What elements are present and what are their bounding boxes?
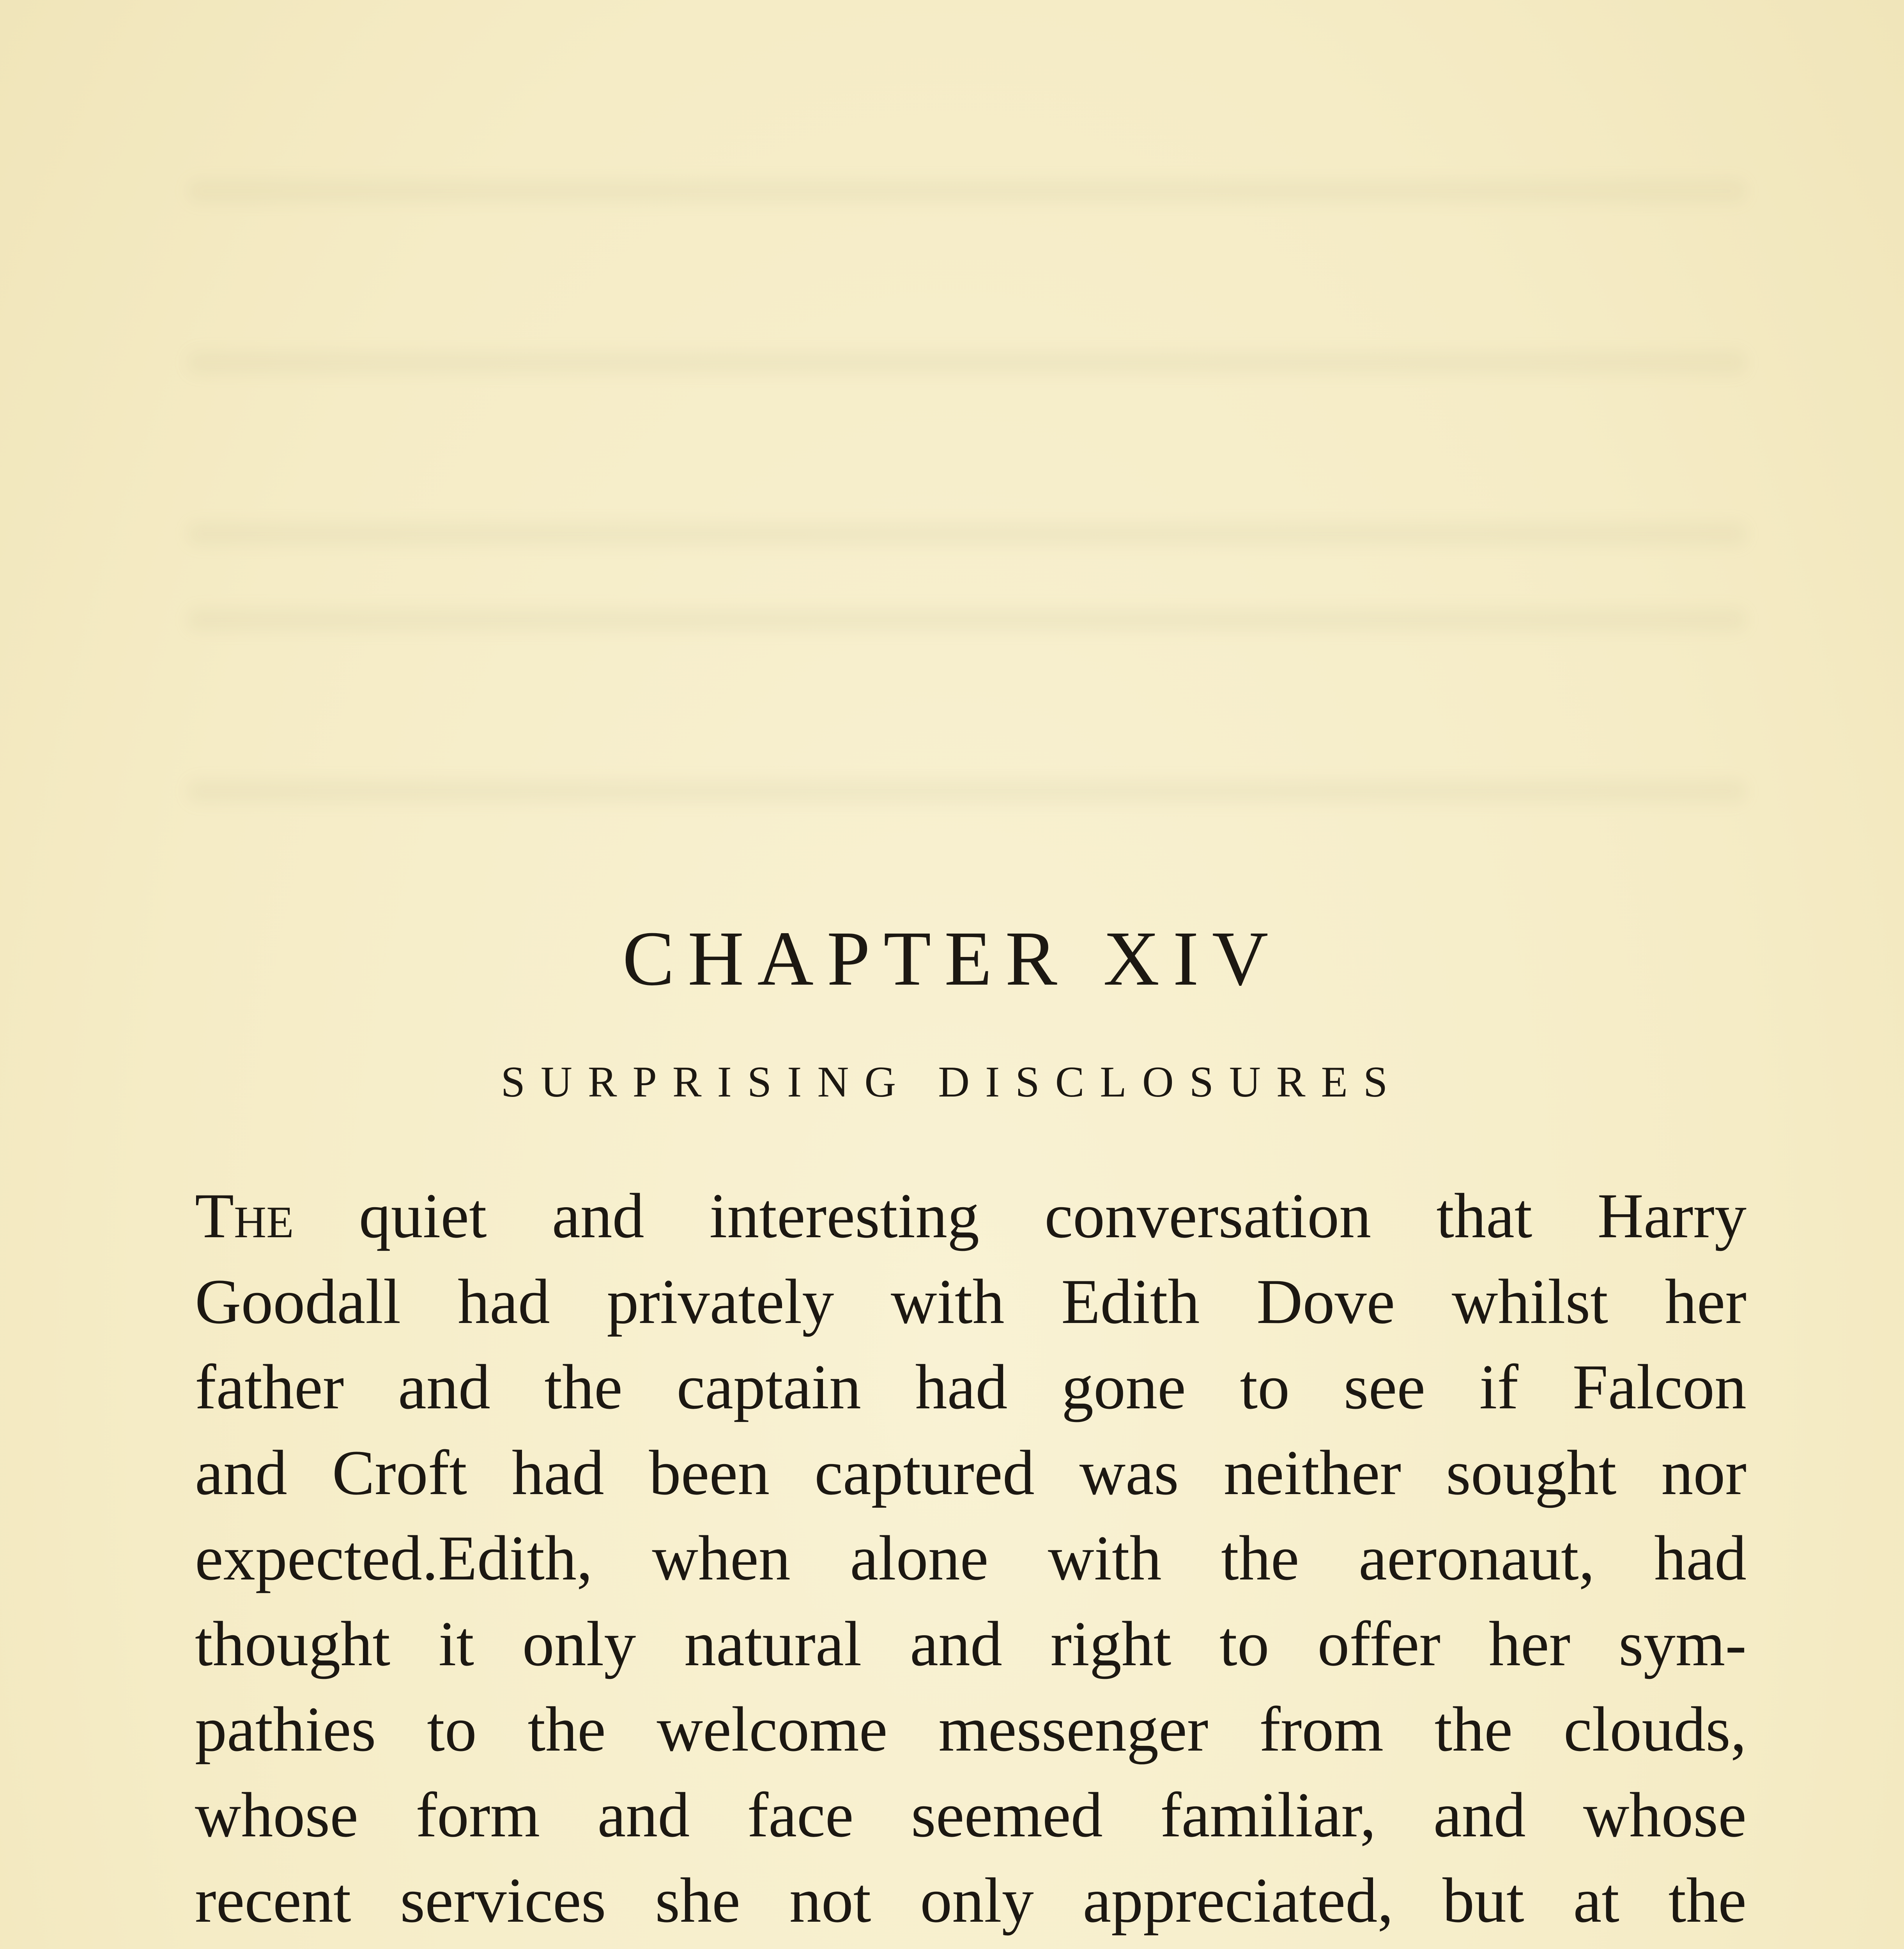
text-line: Goodall had privately with Edith Dove whilst her: [195, 1266, 1747, 1337]
text-line: pathies to the welcome messenger from the clouds,: [195, 1694, 1747, 1765]
text-line: thought it only natural and right to offer her sym-: [195, 1608, 1747, 1679]
body-text: [195, 1173, 1747, 1949]
chapter-title: CHAPTER XIV: [622, 916, 1282, 1002]
text-line: and Croft had been captured was neither sought nor: [195, 1437, 1747, 1508]
text-line: The quiet and interesting conversation that Harry: [195, 1181, 1747, 1251]
show-through-text: [187, 179, 1747, 203]
text-line: [195, 1944, 1747, 1949]
show-through-text: [187, 608, 1747, 631]
show-through-text: [187, 780, 1747, 803]
show-through-text: [187, 522, 1747, 546]
show-through-text: [187, 351, 1747, 374]
text-line: whose form and face seemed familiar, and whose: [195, 1779, 1747, 1850]
opening-word: The: [195, 1181, 294, 1251]
chapter-subtitle: SURPRISING DISCLOSURES: [501, 1058, 1403, 1106]
text-line: recent services she not only appreciated, but at the: [195, 1865, 1747, 1936]
text-line: father and the captain had gone to see if Falcon: [195, 1352, 1747, 1422]
text-line: expected.Edith, when alone with the aeronaut, had: [195, 1523, 1747, 1594]
